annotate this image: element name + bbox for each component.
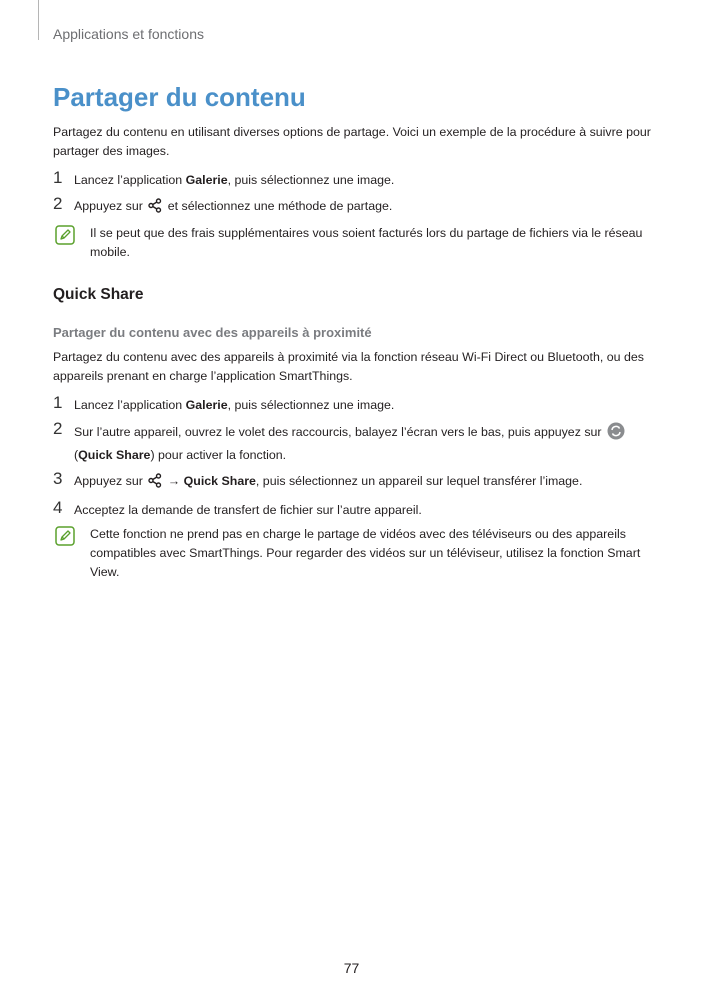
step-number: 1 (53, 393, 63, 412)
step-text: Lancez l’application (74, 398, 186, 412)
note-text: Cette fonction ne prend pas en charge le partage de vidéos avec des téléviseurs ou des appareils compatibles avec SmartThings. Pour regarder des vidéos sur un téléviseur, utilisez la fonction Smart View. (90, 527, 641, 579)
arrow-glyph: → (164, 474, 184, 488)
step-number: 2 (53, 419, 63, 438)
step-text: , puis sélectionnez une image. (227, 398, 395, 412)
running-header: Applications et fonctions (53, 26, 204, 42)
page-border (38, 0, 39, 40)
step-feature-name: Quick Share (78, 448, 151, 462)
step-number: 4 (53, 498, 63, 517)
step-number: 2 (53, 194, 63, 213)
step-text: Appuyez sur (74, 474, 147, 488)
step-feature-name: Quick Share (183, 474, 256, 488)
step-b2 (53, 419, 653, 465)
note-b (53, 525, 653, 582)
share-icon (148, 473, 162, 494)
step-app-name: Galerie (185, 173, 228, 187)
step-text: ( (74, 448, 79, 462)
page-number: 77 (343, 960, 360, 976)
step-text: Appuyez sur (74, 199, 147, 213)
step-b1 (53, 393, 653, 415)
step-text: Acceptez la demande de transfert de fichier sur l’autre appareil. (74, 503, 422, 517)
note-pencil-icon (55, 526, 75, 552)
step-number: 3 (53, 469, 63, 488)
step-text: , puis sélectionnez un appareil sur lequel transférer l’image. (255, 474, 583, 488)
page-title: Partager du contenu (53, 82, 306, 112)
step-a2 (53, 194, 653, 219)
step-b4 (53, 498, 653, 520)
step-text: ) pour activer la fonction. (150, 448, 287, 462)
intro-paragraph: Partagez du contenu en utilisant diverses options de partage. Voici un exemple de la procédure à suivre pour partager des images. (53, 125, 651, 158)
step-text: et sélectionnez une méthode de partage. (164, 199, 393, 213)
subsection-title: Partager du contenu avec des appareils à proximité (53, 325, 372, 340)
section-title: Quick Share (53, 286, 144, 303)
page-content (53, 123, 653, 582)
step-b3 (53, 469, 653, 494)
subsection-intro: Partagez du contenu avec des appareils à proximité via la fonction réseau Wi-Fi Direct ou Bluetooth, ou des appareils prenant en charge l’application SmartThings. (53, 350, 644, 383)
step-a1 (53, 168, 653, 190)
step-app-name: Galerie (185, 398, 228, 412)
quick-share-icon (607, 422, 625, 446)
step-number: 1 (53, 168, 63, 187)
step-text: Lancez l’application (74, 173, 186, 187)
note-pencil-icon (55, 225, 75, 251)
share-icon (148, 198, 162, 219)
step-text: , puis sélectionnez une image. (227, 173, 395, 187)
note-text: Il se peut que des frais supplémentaires vous soient facturés lors du partage de fichiers via le réseau mobile. (90, 226, 643, 259)
step-text: Sur l’autre appareil, ouvrez le volet des raccourcis, balayez l’écran vers le bas, puis appuyez sur (74, 425, 605, 439)
note-a (53, 224, 653, 262)
